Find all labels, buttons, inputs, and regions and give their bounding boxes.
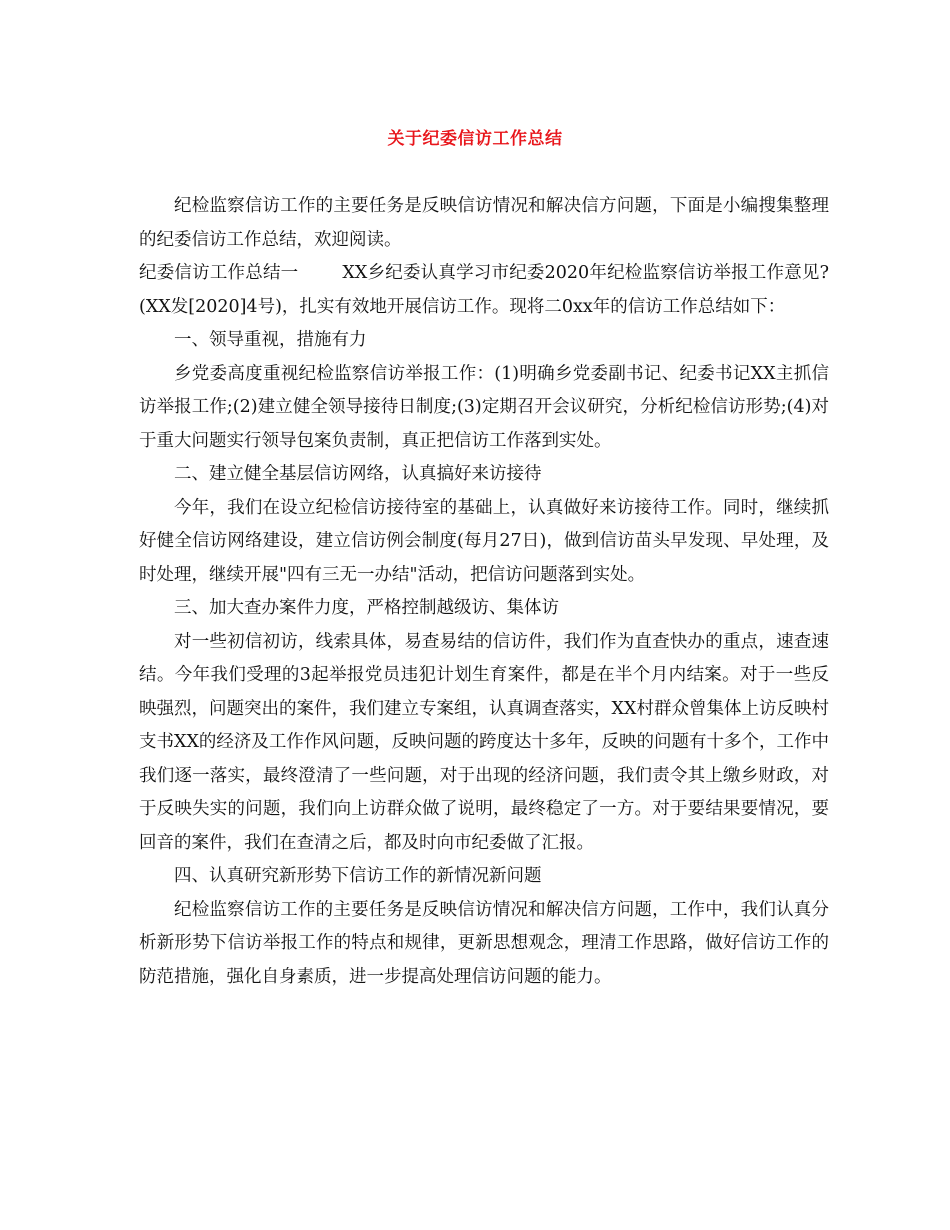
section-three-heading: 三、加大查办案件力度，严格控制越级访、集体访 <box>174 598 559 618</box>
section-two-body: 今年，我们在设立纪检信访接待室的基础上，认真做好来访接待工作。同时，继续抓好健全信访网络建设，建立信访例会制度(每月27日)，做到信访苗头早发现、早处理，及时处理，继续开展"四有三无一办结"活动，把信访问题落到实处。 <box>139 497 829 585</box>
section-four-heading: 四、认真研究新形势下信访工作的新情况新问题 <box>174 866 542 886</box>
document-title: 关于纪委信访工作总结 <box>387 129 563 149</box>
document-body <box>139 190 829 994</box>
section-four-body: 纪检监察信访工作的主要任务是反映信访情况和解决信方问题，工作中，我们认真分析新形势下信访举报工作的特点和规律，更新思想观念，理清工作思路，做好信访工作的防范措施，强化自身素质，进一步提高处理信访问题的能力。 <box>139 899 829 987</box>
summary-one-text: XX乡纪委认真学习市纪委2020年纪检监察信访举报工作意见?(XX发[2020]4号)，扎实有效地开展信访工作。现将二0xx年的信访工作总结如下： <box>139 263 830 317</box>
section-two-heading: 二、建立健全基层信访网络，认真搞好来访接待 <box>174 464 542 484</box>
summary-one-paragraph <box>139 257 829 324</box>
intro-paragraph: 纪检监察信访工作的主要任务是反映信访情况和解决信方问题，下面是小编搜集整理的纪委信访工作总结，欢迎阅读。 <box>139 196 829 250</box>
section-one-heading: 一、领导重视，措施有力 <box>174 330 367 350</box>
section-three-body: 对一些初信初访，线索具体，易查易结的信访件，我们作为直查快办的重点，速查速结。今年我们受理的3起举报党员违犯计划生育案件，都是在半个月内结案。对于一些反映强烈，问题突出的案件，我们建立专案组，认真调查落实，XX村群众曾集体上访反映村支书XX的经济及工作作风问题，反映问题的跨度达十多年，反映的问题有十多个，工作中我们逐一落实，最终澄清了一些问题，对于出现的经济问题，我们责令其上缴乡财政，对于反映失实的问题，我们向上访群众做了说明，最终稳定了一方。对于要结果要情况，要回音的案件，我们在查清之后，都及时向市纪委做了汇报。 <box>139 631 829 853</box>
section-one-body: 乡党委高度重视纪检监察信访举报工作：(1)明确乡党委副书记、纪委书记XX主抓信访举报工作;(2)建立健全领导接待日制度;(3)定期召开会议研究，分析纪检信访形势;(4)对于重大问题实行领导包案负责制，真正把信访工作落到实处。 <box>139 363 829 451</box>
summary-one-heading: 纪委信访工作总结一 <box>139 263 299 283</box>
